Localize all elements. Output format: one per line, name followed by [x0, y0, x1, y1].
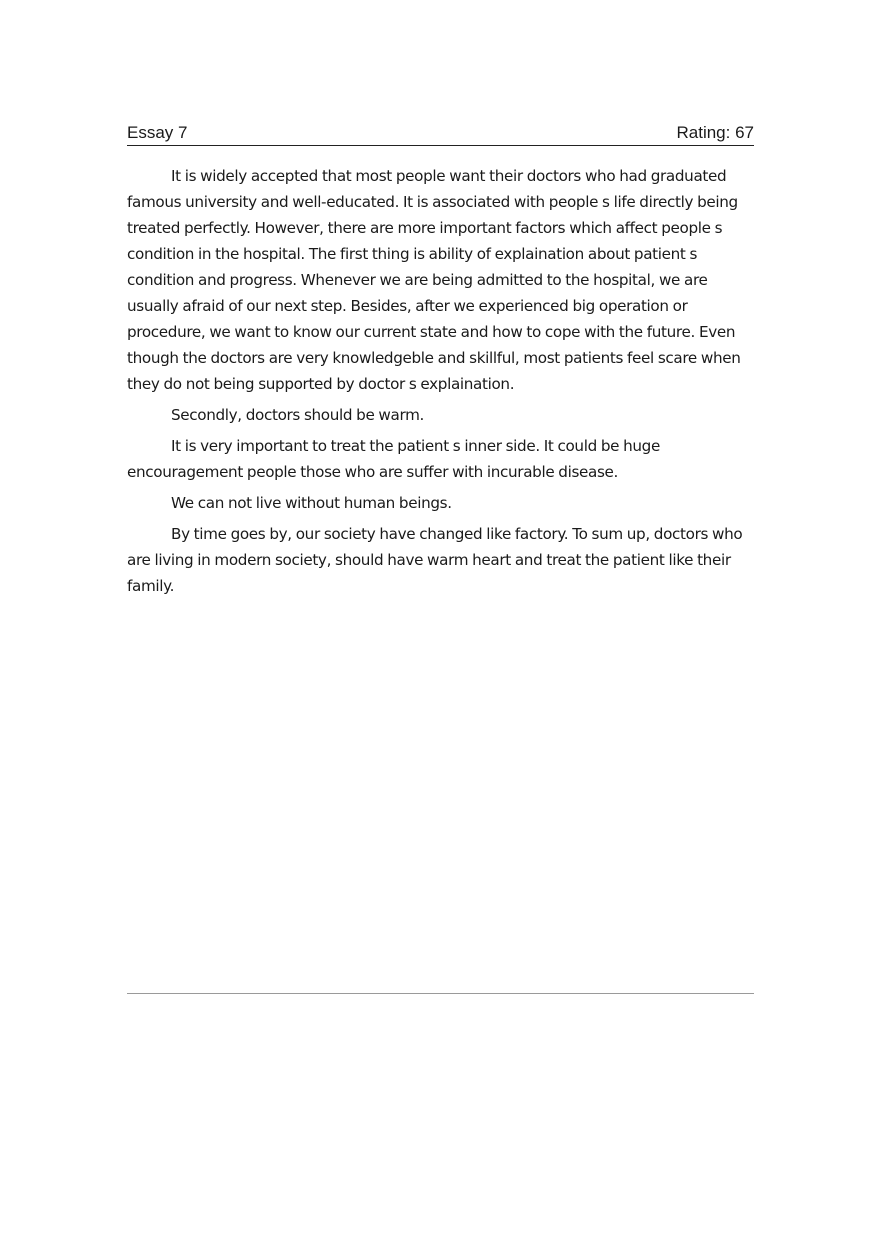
essay-paragraph: It is very important to treat the patient s inner side. It could be huge encouragement people those who are suffer with incurable disease. [127, 437, 660, 481]
essay-header [127, 122, 754, 146]
essay-page [127, 122, 754, 604]
essay-paragraph: We can not live without human beings. [171, 494, 452, 512]
essay-rating: Rating: 67 [676, 123, 754, 142]
essay-paragraph: By time goes by, our society have changed like factory. To sum up, doctors who are living in modern society, should have warm heart and treat the patient like their family. [127, 525, 743, 595]
essay-paragraph: It is widely accepted that most people want their doctors who had graduated famous university and well-educated. It is associated with people s life directly being treated perfectly. However, there are more important factors which affect people s condition in the hospital. The first thing is ability of explaination about patient s condition and progress. Whenever we are being admitted to the hospital, we are usually afraid of our next step. Besides, after we experienced big operation or procedure, we want to know our current state and how to cope with the future. Even though the doctors are very knowledgeble and skillful, most patients feel scare when they do not being supported by doctor s explaination. [127, 167, 741, 393]
essay-paragraph: Secondly, doctors should be warm. [171, 406, 425, 424]
essay-body [127, 163, 754, 599]
footer-divider [127, 993, 754, 994]
essay-title: Essay 7 [127, 123, 188, 142]
